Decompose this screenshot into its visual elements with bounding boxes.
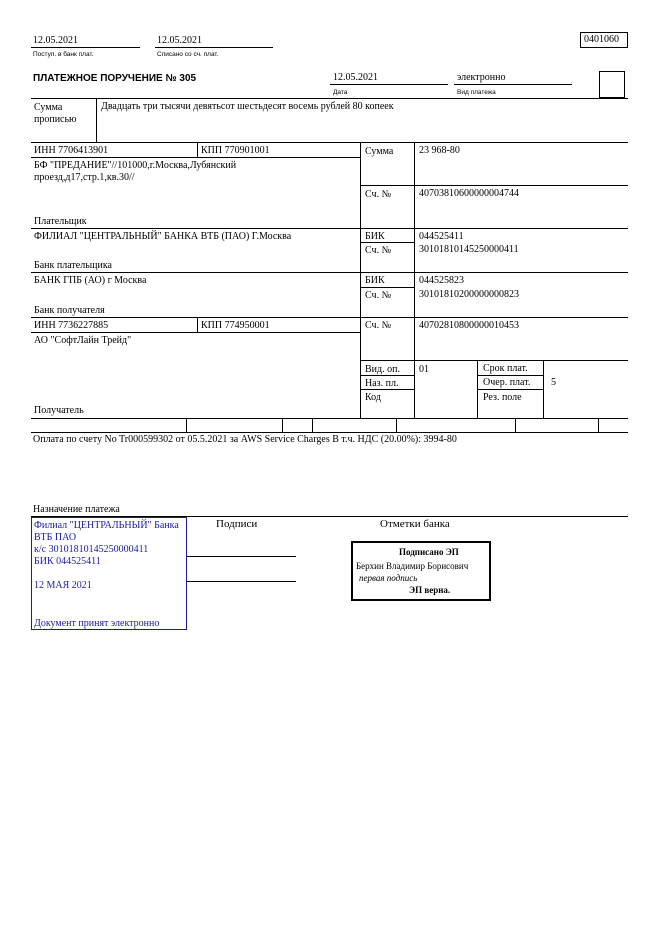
purpose-text: Оплата по счету No Tr000599302 от 05.5.2021 за AWS Service Charges В т.ч. НДС (20.00%): 3994-80 (33, 434, 457, 445)
ep-title: Подписано ЭП (399, 547, 459, 557)
payer-name-1: БФ "ПРЕДАНИЕ"//101000,г.Москва,Лубянский (34, 160, 237, 171)
payer-account-label: Сч. № (365, 189, 392, 200)
payer-bank-bik-label: БИК (365, 231, 385, 242)
grid-line (312, 418, 313, 432)
stamp-footer: Документ принят электронно (34, 618, 160, 629)
recipient-bank-account: 30101810200000000823 (419, 289, 519, 300)
form-code: 0401060 (584, 34, 619, 45)
grid-line (31, 272, 628, 273)
stamp-line-1: Филиал "ЦЕНТРАЛЬНЫЙ" Банка (34, 520, 179, 531)
grid-line (360, 287, 414, 288)
payer-name-2: проезд,д17,стр.1,кв.30// (34, 172, 135, 183)
page-title: ПЛАТЕЖНОЕ ПОРУЧЕНИЕ № 305 (33, 73, 197, 84)
sum-value: 23 968-80 (419, 145, 460, 156)
ep-box (351, 541, 491, 601)
payer-label: Плательщик (34, 216, 87, 227)
grid-line (598, 418, 599, 432)
payer-account: 40703810600000004744 (419, 188, 519, 199)
op-type-value: 01 (419, 364, 429, 375)
form-code-box (580, 32, 628, 48)
grid-line (360, 185, 628, 186)
op-type-label: Вид. оп. (365, 364, 400, 375)
grid-line (360, 360, 628, 361)
debited-date-label: Списано со сч. плат. (157, 51, 219, 58)
status-box (599, 71, 625, 98)
recipient-name: АО "СофтЛайн Трейд" (34, 335, 132, 346)
grid-line (515, 418, 516, 432)
payer-bank-name: ФИЛИАЛ "ЦЕНТРАЛЬНЫЙ" БАНКА ВТБ (ПАО) Г.Москва (34, 231, 292, 242)
stamp-line-2: ВТБ ПАО (34, 532, 77, 543)
recipient-account-label: Сч. № (365, 320, 392, 331)
document-date: 12.05.2021 (333, 72, 378, 83)
recipient-bank-bik: 044525823 (419, 275, 464, 286)
ep-first-sign: первая подпись (359, 573, 418, 583)
grid-line (414, 142, 415, 418)
document-date-label: Дата (333, 89, 348, 96)
payer-kpp: КПП 770901001 (201, 145, 270, 156)
grid-line (282, 418, 283, 432)
amount-words-top-line (31, 98, 628, 99)
code-label: Код (365, 392, 381, 403)
purpose-label: Назначение платежа (33, 504, 120, 515)
received-date-label: Поступ. в банк плат. (33, 51, 94, 58)
grid-line (186, 418, 187, 432)
recipient-account: 40702810800000010453 (419, 320, 519, 331)
order-value: 5 (551, 377, 556, 388)
recipient-kpp: КПП 774950001 (201, 320, 270, 331)
received-date-line (31, 47, 140, 48)
document-date-line (330, 84, 448, 85)
grid-line (543, 360, 544, 418)
grid-line (360, 142, 361, 418)
grid-line (197, 317, 198, 332)
grid-line (31, 432, 628, 433)
sum-label: Сумма (365, 146, 394, 157)
payment-type-line (454, 84, 572, 85)
amount-words-divider (96, 98, 97, 142)
due-label: Срок плат. (483, 363, 528, 374)
payment-type: электронно (457, 72, 506, 83)
recipient-label: Получатель (34, 405, 84, 416)
reserve-label: Рез. поле (483, 392, 522, 403)
grid-line (31, 317, 628, 318)
signature-line-1 (187, 556, 296, 557)
recipient-bank-account-label: Сч. № (365, 290, 392, 301)
grid-line (31, 157, 360, 158)
grid-line (31, 418, 628, 419)
ep-signer-name: Берхин Владимир Борисович (356, 561, 469, 571)
amount-words-label-1: Сумма (34, 102, 63, 113)
received-date: 12.05.2021 (33, 35, 78, 46)
recipient-bank-label: Банк получателя (34, 305, 105, 316)
payer-bank-label: Банк плательщика (34, 260, 112, 271)
bank-marks-label: Отметки банка (380, 518, 450, 530)
grid-line (477, 360, 478, 418)
recipient-inn: ИНН 7736227885 (34, 320, 109, 331)
payer-inn: ИНН 7706413901 (34, 145, 109, 156)
stamp-date: 12 МАЯ 2021 (34, 580, 92, 591)
signature-line-2 (187, 581, 296, 582)
amount-words-value: Двадцать три тысячи девятьсот шестьдесят восемь рублей 80 копеек (101, 101, 394, 112)
grid-line (31, 332, 360, 333)
payment-type-label: Вид платежа (457, 89, 496, 96)
grid-line (477, 375, 543, 376)
grid-line (31, 228, 628, 229)
debited-date-line (155, 47, 273, 48)
payer-bank-account: 30101810145250000411 (419, 244, 519, 255)
payer-bank-account-label: Сч. № (365, 245, 392, 256)
stamp-line-4: БИК 044525411 (34, 556, 101, 567)
grid-line (197, 142, 198, 157)
debited-date: 12.05.2021 (157, 35, 202, 46)
stamp-line-3: к/с 30101810145250000411 (34, 544, 149, 555)
grid-line (31, 142, 628, 143)
ep-valid: ЭП верна. (409, 585, 451, 595)
order-label: Очер. плат. (483, 377, 531, 388)
purpose-code-label: Наз. пл. (365, 378, 399, 389)
amount-words-label-2: прописью (34, 114, 77, 125)
bank-stamp (31, 517, 187, 630)
recipient-bank-name: БАНК ГПБ (АО) г Москва (34, 275, 147, 286)
grid-line (396, 418, 397, 432)
recipient-bank-bik-label: БИК (365, 275, 385, 286)
payer-bank-bik: 044525411 (419, 231, 464, 242)
signatures-label: Подписи (216, 518, 258, 530)
grid-line (477, 389, 543, 390)
